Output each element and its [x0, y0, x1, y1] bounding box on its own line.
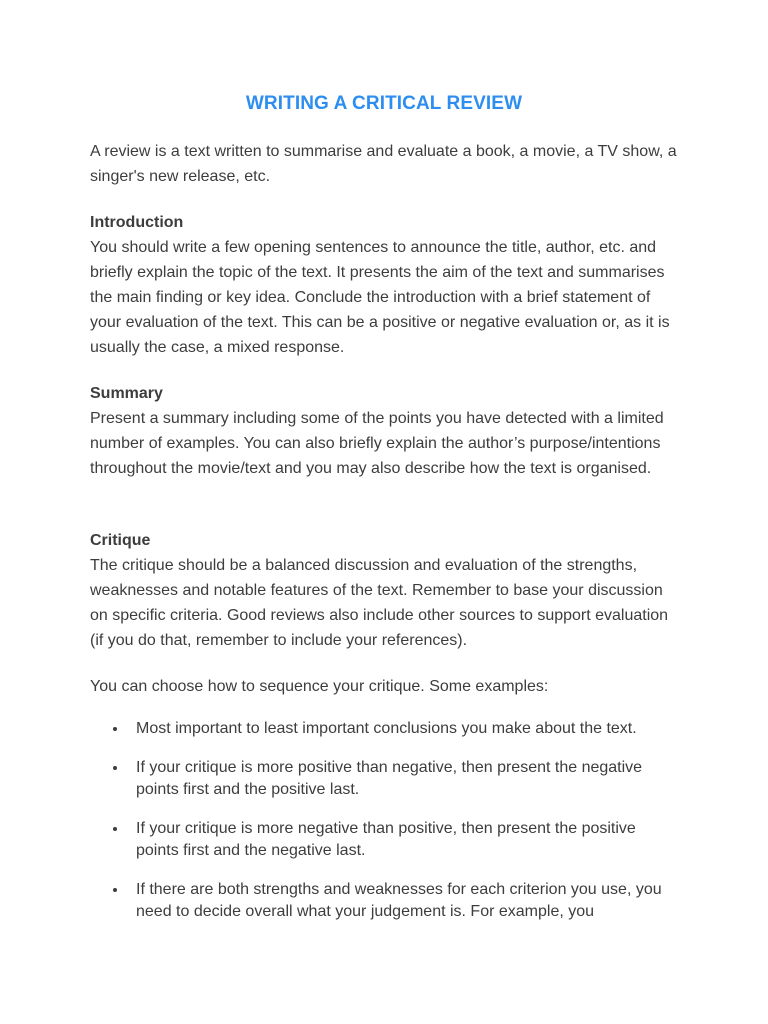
section-introduction	[90, 210, 680, 360]
bullet-icon	[113, 766, 117, 770]
section-body: You should write a few opening sentences to announce the title, author, etc. and briefly explain the topic of the text. It presents the aim of the text and summarises the main finding or key idea. Conclude the introduction with a brief statement of your evaluation of the text. This can be a positive or negative evaluation or, as it is usually the case, a mixed response.	[90, 239, 670, 356]
section-summary	[90, 381, 680, 481]
list-item-text: If your critique is more negative than positive, then present the positive points first and the negative last.	[136, 820, 636, 859]
section-critique	[90, 528, 680, 653]
bullet-icon	[113, 888, 117, 892]
section-heading: Introduction	[90, 214, 184, 231]
section-heading: Critique	[90, 532, 151, 549]
section-heading: Summary	[90, 385, 163, 402]
page-title: WRITING A CRITICAL REVIEW	[245, 93, 523, 114]
list-item-text: Most important to least important conclusions you make about the text.	[136, 720, 637, 737]
sequence-intro: You can choose how to sequence your critique. Some examples:	[90, 678, 549, 695]
list-item-text: If your critique is more positive than negative, then present the negative points first and the positive last.	[136, 759, 643, 798]
section-body: Present a summary including some of the points you have detected with a limited number of examples. You can also briefly explain the author’s purpose/intentions throughout the movie/text and you may also describe how the text is organised.	[90, 410, 664, 477]
list-item	[90, 718, 680, 740]
intro-paragraph: A review is a text written to summarise and evaluate a book, a movie, a TV show, a singer's new release, etc.	[90, 143, 677, 185]
list-item	[90, 879, 680, 923]
bullet-list	[90, 718, 680, 941]
bullet-icon	[113, 827, 117, 831]
list-item	[90, 757, 680, 801]
list-item	[90, 818, 680, 862]
section-body: The critique should be a balanced discussion and evaluation of the strengths, weaknesses and notable features of the text. Remember to base your discussion on specific criteria. Good reviews also include other sources to support evaluation (if you do that, remember to include your references).	[90, 557, 669, 649]
bullet-icon	[113, 727, 117, 731]
list-item-text: If there are both strengths and weaknesses for each criterion you use, you need to decide overall what your judgement is. For example, you	[136, 881, 662, 920]
